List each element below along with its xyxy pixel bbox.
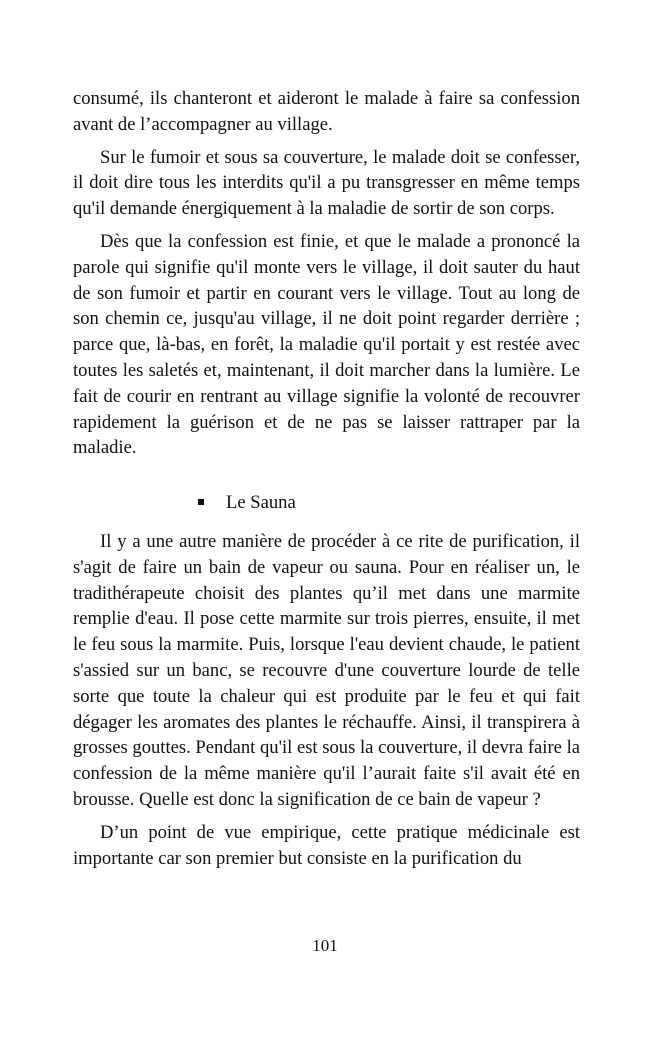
paragraph-return-village: Dès que la confession est finie, et que le malade a prononcé la parole qui signifie qu'il monte vers le village, il doit sauter du haut de son fumoir et partir en courant vers le village. Tout au long de son chemin ce, jusqu'au village, il ne doit point regarder derrière ; parce que, là-bas, en forêt, la maladie qu'il portait y est restée avec toutes les saletés et, maintenant, il doit marcher dans la lumière. Le fait de courir en rentrant au village signifie la volonté de recouvrer rapidement la guérison et de ne pas se laisser rattraper par la maladie. [73,230,580,459]
square-bullet-icon [198,499,204,505]
section-heading-text: Le Sauna [226,492,296,514]
page-body [73,86,580,871]
paragraph-fumoir-confession: Sur le fumoir et sous sa couverture, le malade doit se confesser, il doit dire tous les interdits qu'il a pu transgresser en même temps qu'il demande énergiquement à la maladie de sortir de son corps. [73,146,580,220]
paragraph-empirical-view: D’un point de vue empirique, cette pratique médicinale est importante car son premier but consiste en la purification du [73,821,580,869]
paragraph-continued: consumé, ils chanteront et aideront le malade à faire sa confession avant de l’accompagner au village. [73,88,580,135]
paragraph-sauna-description: Il y a une autre manière de procéder à ce rite de purification, il s'agit de faire un bain de vapeur ou sauna. Pour en réaliser un, le tradithérapeute choisit des plantes qu’il met dans une marmite remplie d'eau. Il pose cette marmite sur trois pierres, ensuite, il met le feu sous la marmite. Puis, lorsque l'eau devient chaude, le patient s'assied sur un banc, se recouvre d'une couverture lourde de telle sorte que toute la chaleur qui est produite par le feu et qui fait dégager les aromates des plantes le réchauffe. Ainsi, il transpirera à grosses gouttes. Pendant qu'il est sous la couverture, il devra faire la confession de la même manière qu'il l’aurait faite s'il avait été en brousse. Quelle est donc la signification de ce bain de vapeur ? [73,530,580,810]
page-number: 101 [312,936,338,955]
section-heading [73,490,580,516]
